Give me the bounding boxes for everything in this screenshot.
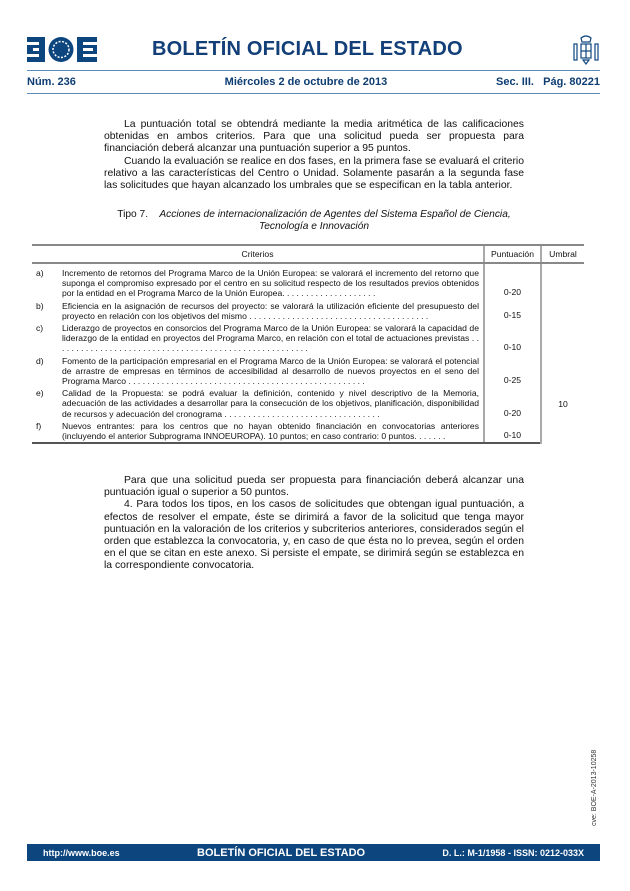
umbral-value [541,263,584,443]
footer-legal: D. L.: M-1/1958 - ISSN: 0212-033X [442,847,584,858]
meta-rule [27,93,600,94]
footer-title: BOLETÍN OFICIAL DEL ESTADO [197,846,366,859]
closing-text [104,475,524,573]
caption-label: Tipo 7. [117,209,149,220]
header-rule [27,70,600,71]
header-puntuacion: Puntuación [484,245,541,263]
row-text: Fomento de la participación empresarial en el Programa Marco de la Unión Europea: se valorará el potencial de arrastre de empresas en términos de accesibilidad al desarrollo de nuevos proyectos en el seno del Programa Marco . . . . . . . . . . . . . . . . . . . . . . . . . . . . . . . . . . . . . . . . . . . . . . . . . . [62,355,479,387]
row-score: 0-20 [484,263,541,300]
header-umbral: Umbral [541,245,584,263]
row-score: 0-10 [484,322,541,355]
table-row [32,263,584,300]
paragraph: La puntuación total se obtendrá mediante la media aritmética de las calificaciones obtenidas en ambos criterios. Para que una solicitud pueda ser propuesta para financiación deberá alcanzar una puntuación superior a 95 puntos. [104,119,524,155]
issue-bar [27,76,600,88]
row-letter: e) [36,388,44,399]
row-score: 0-10 [484,420,541,443]
row-letter: d) [36,355,44,366]
issue-date: Miércoles 2 de octubre de 2013 [224,76,388,88]
boe-logo [27,37,97,62]
row-score: 0-15 [484,300,541,322]
table-caption [104,209,524,234]
row-letter: f) [36,420,42,431]
row-text: Eficiencia en la asignación de recursos del proyecto: se valorará la utilización eficiente del presupuesto del proyecto en relación con los objetivos del mismo . . . . . . . . . . . . . . . . . . . . . . . . . . . . . . . . . . . . . . [62,300,479,321]
table-row [32,322,584,355]
footer-bar [27,844,600,861]
table-row [32,420,584,443]
paragraph: Para que una solicitud pueda ser propuesta para financiación deberá alcanzar una puntuación igual o superior a 50 puntos. [104,475,524,499]
umbral-text: 10 [558,398,568,409]
footer-url-link[interactable]: http://www.boe.es [43,847,120,858]
caption-title: Acciones de internacionalización de Agentes del Sistema Español de Ciencia, Tecnología e Innovación [159,209,511,233]
table-row [32,387,584,420]
section-page: Sec. III. Pág. 80221 [496,76,600,88]
row-letter: a) [36,268,44,278]
issue-number: Núm. 236 [27,76,76,88]
intro-text [104,119,524,192]
paragraph: 4. Para todos los tipos, en los casos de solicitudes que obtengan igual puntuación, a efectos de resolver el empate, éste se dirimirá a favor de la solicitud que tenga mayor puntuación en la valoración de los criterios y subcriterios anteriores, considerados según el orden que establezca la convocatoria, y, en caso de que ésta no lo prevea, según el orden en el que se citan en este anexo. Si persiste el empate, se dirimirá según se establezca en la correspondiente convocatoria. [104,499,524,572]
table-row [32,300,584,322]
criteria-table [32,244,584,444]
row-text: Liderazgo de proyectos en consorcios del Programa Marco de la Unión Europea: se valorará la capacidad de liderazgo de la entidad en proyectos del Programa Marco, en relación con el total de actuaciones previstas . . . . . . . . . . . . . . . . . . . . . . . . . . . . . . . . . . . . . . . . . . . . . . . . . . . . . . [62,323,479,354]
row-score: 0-25 [484,355,541,388]
row-text: Incremento de retornos del Programa Marco de la Unión Europea: se valorará el incremento del retorno que suponga el compromiso expresado por el centro en su solicitud respecto de los resultados previos obtenidos por la entidad en el Programa Marco de la Unión Europea. . . . . . . . . . . . . . . . . . . . [62,268,479,299]
row-text: Nuevos entrantes: para los centros que no hayan obtenido financiación en convocatorias anteriores (incluyendo el anterior Subprograma INNOEUROPA). 10 puntos; en caso contrario: 0 puntos. . . . . . . [62,420,479,442]
row-score: 0-20 [484,387,541,420]
row-text: Calidad de la Propuesta: se podrá evaluar la definición, contenido y nivel descriptivo de la Memoria, adecuación de las actividades a desarrollar para la consecución de los objetivos, planificación, disponibilidad de recursos y adecuación del cronograma . . . . . . . . . . . . . . . . . . . . . . . . . . . . . . . . . [62,388,479,419]
cve-identifier: cve: BOE-A-2013-10258 [591,749,598,826]
table-row [32,355,584,388]
header-criterios: Criterios [32,245,484,263]
row-letter: c) [36,323,44,334]
row-letter: b) [36,300,44,311]
coat-of-arms-icon [570,34,602,66]
page-title: BOLETÍN OFICIAL DEL ESTADO [152,38,463,60]
paragraph: Cuando la evaluación se realice en dos fases, en la primera fase se evaluará el criterio relativo a las características del Centro o Unidad. Solamente pasarán a la segunda fase las solicitudes que hayan alcanzado los umbrales que se especifican en la tabla anterior. [104,155,524,192]
